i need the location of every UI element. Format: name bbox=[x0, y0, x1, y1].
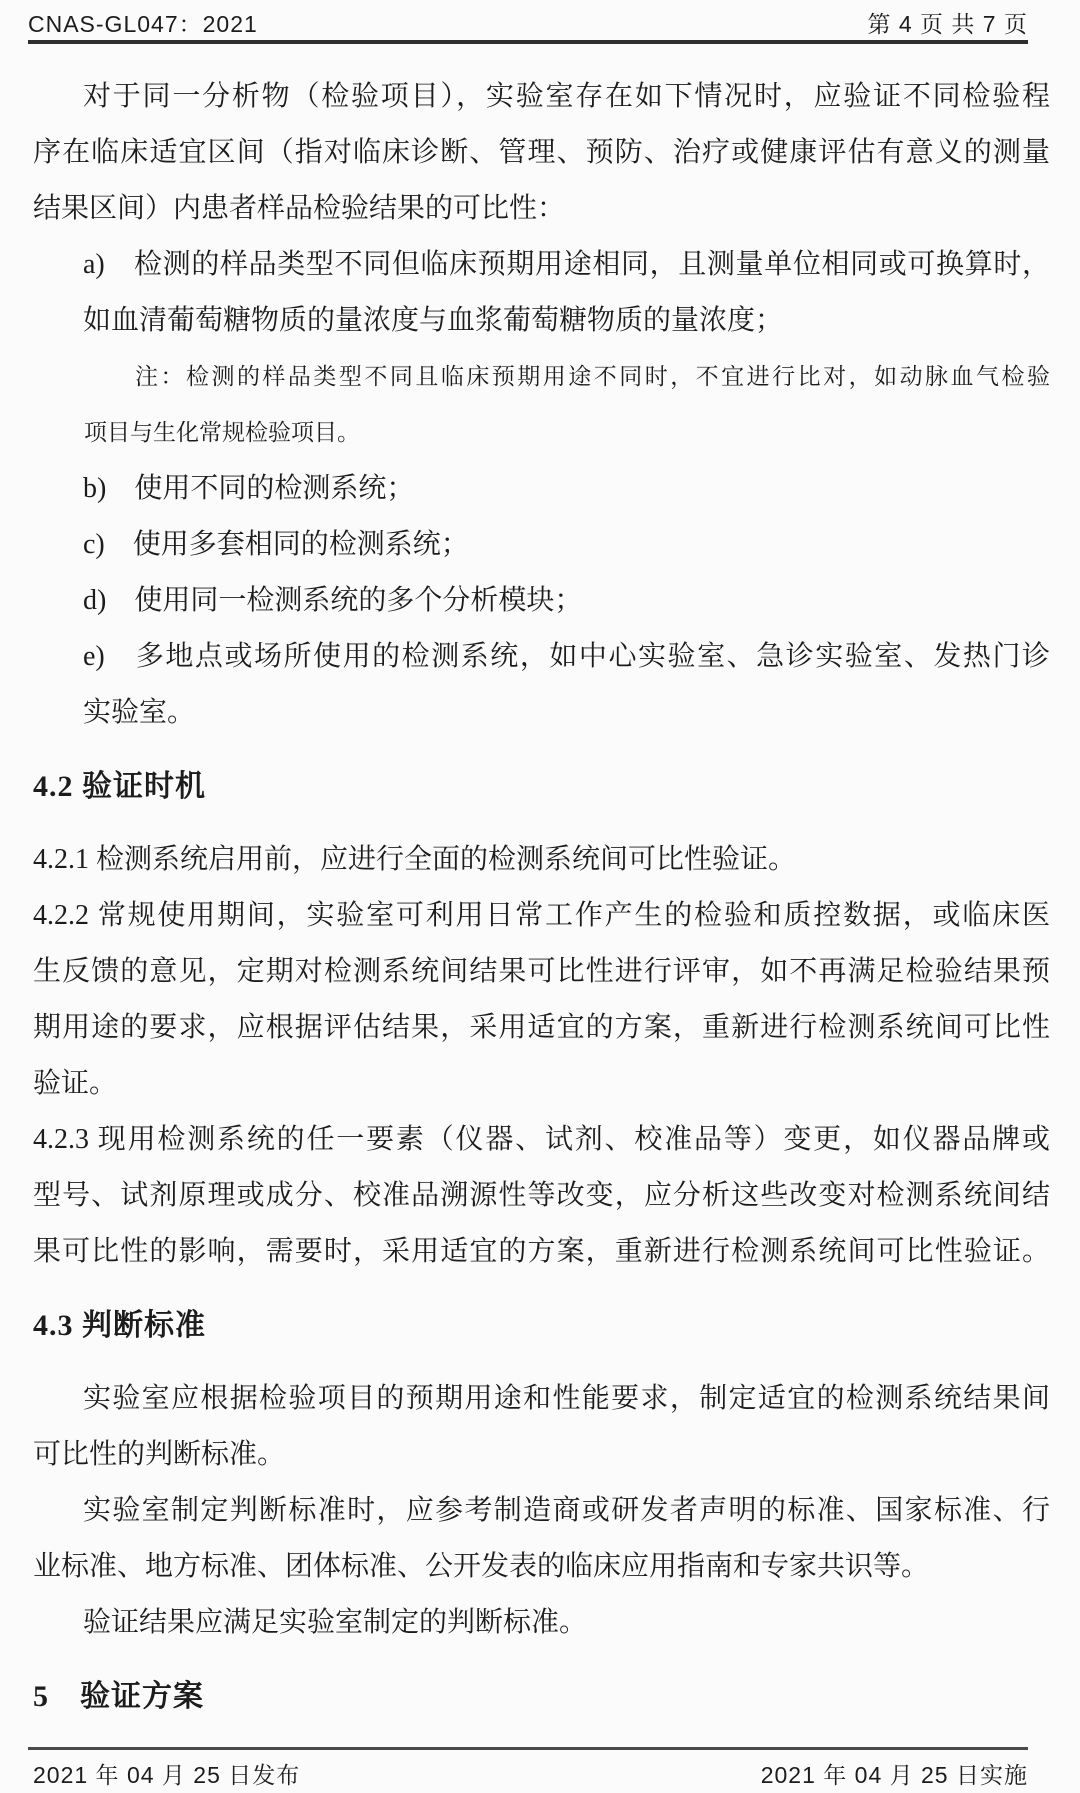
implementation-date: 2021 年 04 月 25 日实施 bbox=[760, 1761, 1028, 1788]
text-line: 4.2.1 检测系统启用前，应进行全面的检测系统间可比性验证。 bbox=[33, 844, 797, 875]
page-header bbox=[28, 6, 1028, 38]
page-footer bbox=[33, 1756, 1028, 1790]
text-line: 业标准、地方标准、团体标准、公开发表的临床应用指南和专家共识等。 bbox=[33, 1551, 930, 1582]
text-line: 期用途的要求，应根据评估结果，采用适宜的方案，重新进行检测系统间可比性 bbox=[33, 1012, 1050, 1043]
header-rule bbox=[28, 40, 1028, 44]
release-date: 2021 年 04 月 25 日发布 bbox=[33, 1761, 301, 1788]
text-line: 生反馈的意见，定期对检测系统间结果可比性进行评审，如不再满足检验结果预 bbox=[33, 956, 1050, 987]
text-line: 对于同一分析物（检验项目），实验室存在如下情况时，应验证不同检验程 bbox=[83, 81, 1050, 112]
document-id: CNAS-GL047：2021 bbox=[28, 10, 258, 37]
text-line: a) 检测的样品类型不同但临床预期用途相同，且测量单位相同或可换算时， bbox=[83, 249, 1050, 280]
text-line: 序在临床适宜区间（指对临床诊断、管理、预防、治疗或健康评估有意义的测量 bbox=[33, 137, 1050, 168]
text-line: 如血清葡萄糖物质的量浓度与血浆葡萄糖物质的量浓度； bbox=[83, 305, 784, 336]
text-line: 注：检测的样品类型不同且临床预期用途不同时，不宜进行比对，如动脉血气检验 bbox=[135, 364, 1050, 389]
page-number: 第 4 页 共 7 页 bbox=[867, 10, 1028, 37]
text-line: 4.2.3 现用检测系统的任一要素（仪器、试剂、校准品等）变更，如仪器品牌或 bbox=[33, 1124, 1050, 1155]
text-line: d) 使用同一检测系统的多个分析模块； bbox=[83, 585, 583, 616]
footer-rule bbox=[28, 1747, 1028, 1750]
text-line: e) 多地点或场所使用的检测系统，如中心实验室、急诊实验室、发热门诊 bbox=[83, 641, 1050, 672]
text-line: 可比性的判断标准。 bbox=[33, 1439, 286, 1470]
text-line: 验证。 bbox=[33, 1068, 118, 1099]
text-line: 型号、试剂原理或成分、校准品溯源性等改变，应分析这些改变对检测系统间结 bbox=[33, 1180, 1050, 1211]
section-heading: 4.3 判断标准 bbox=[33, 1309, 206, 1342]
section-heading: 4.2 验证时机 bbox=[33, 770, 206, 803]
text-line: b) 使用不同的检测系统； bbox=[83, 473, 415, 504]
text-line: c) 使用多套相同的检测系统； bbox=[83, 529, 469, 560]
text-line: 结果区间）内患者样品检验结果的可比性： bbox=[33, 193, 566, 224]
document-body bbox=[33, 69, 1050, 1742]
text-line: 实验室制定判断标准时，应参考制造商或研发者声明的标准、国家标准、行 bbox=[83, 1495, 1050, 1526]
text-line: 验证结果应满足实验室制定的判断标准。 bbox=[83, 1607, 588, 1638]
text-line: 果可比性的影响，需要时，采用适宜的方案，重新进行检测系统间可比性验证。 bbox=[33, 1236, 1050, 1267]
text-line: 4.2.2 常规使用期间，实验室可利用日常工作产生的检验和质控数据，或临床医 bbox=[33, 900, 1050, 931]
text-line: 实验室应根据检验项目的预期用途和性能要求，制定适宜的检测系统结果间 bbox=[83, 1383, 1050, 1414]
text-line: 实验室。 bbox=[83, 697, 196, 728]
text-line: 项目与生化常规检验项目。 bbox=[84, 420, 360, 445]
section-heading: 5 验证方案 bbox=[33, 1680, 204, 1713]
